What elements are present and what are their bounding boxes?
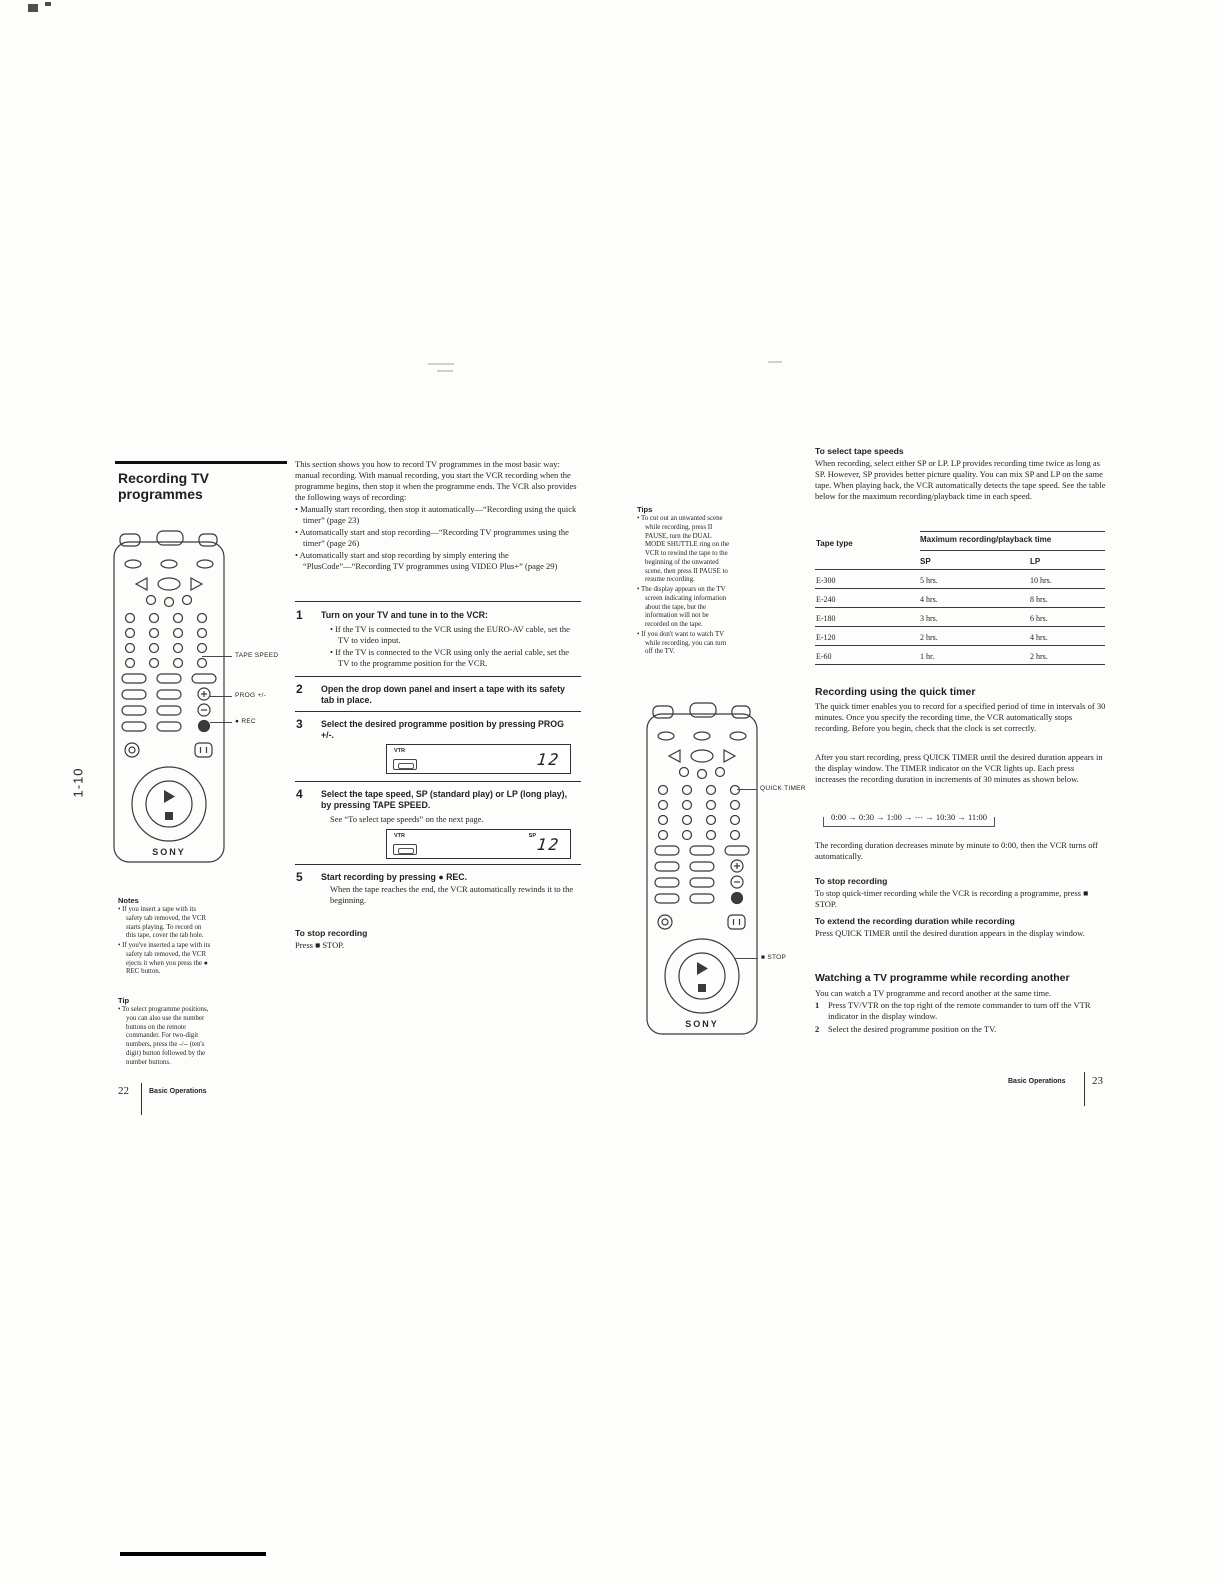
remote-body-drawing (110, 528, 228, 866)
step-divider (295, 781, 581, 782)
step-1-bullet: • If the TV is connected to the VCR using the EURO-AV cable, set the TV to video input. (330, 624, 570, 646)
tape-speed-table (815, 531, 1105, 665)
quick-timer-paragraph-2: After you start recording, press QUICK TIMER until the desired duration appears in the display window. The TIMER indicator on the VCR lights up. Each press increases the recording duration in increments of 30 minutes as shown below. (815, 752, 1103, 785)
remote-brand-logo: SONY (685, 1019, 719, 1029)
callout-rec: ● REC (235, 718, 256, 725)
step-1-bullets (330, 623, 580, 669)
notes-heading: Notes (118, 896, 139, 905)
tips-item: • If you don't want to watch TV while recording, you can turn off the TV. (637, 630, 727, 656)
step-3-title: Select the desired programme position by pressing PROG +/-. (321, 719, 564, 741)
qt-stop-body: To stop quick-timer recording while the VCR is recording a programme, press ■ STOP. (815, 888, 1089, 910)
tips-heading: Tips (637, 505, 653, 514)
stop-icon (698, 984, 706, 992)
intro-bullet: • Automatically start and stop recording by simply entering the “PlusCode”—“Recording TV programmes using VIDEO Plus+” (page 29) (295, 550, 558, 572)
page-title (118, 470, 209, 502)
notes-block (118, 896, 213, 977)
callout-line-rec (210, 722, 232, 723)
quick-timer-paragraph-1: The quick timer enables you to record for a specified period of time in intervals of 30 minutes. Once you specify the recording time, the VCR automatically stops recording. Before you begin, check that the clock is set correctly. (815, 701, 1106, 734)
play-icon (697, 962, 708, 975)
quick-timer-duration-sequence: 0:00 → 0:30 → 1:00 → ⋯ → 10:30 → 11:00 (823, 812, 995, 827)
spine-page-label: 1-10 (70, 767, 86, 798)
intro-bullet: • Manually start recording, then stop it automatically—“Recording using the quick timer” (page 23) (295, 504, 577, 526)
table-row (815, 627, 1105, 646)
tape-speeds-body: When recording, select either SP or LP. LP provides recording time twice as long as SP. However, SP provides better picture quality. You can mix SP and LP on the same tape. When playing back, the VCR automatically detects the tape speed. See the table below for the maximum recording/playback time in each speed. (815, 458, 1106, 502)
quick-timer-heading: Recording using the quick timer (815, 686, 976, 698)
table-row (815, 589, 1105, 608)
tip-item: • To select programme positions, you can also use the number buttons on the remote commander. For two-digit numbers, press the -/-- (ten's digit) button followed by the number buttons. (118, 1006, 209, 1066)
table-subheader-row (815, 551, 1105, 570)
table-group-header-row (815, 531, 1105, 551)
intro-paragraph: This section shows you how to record TV programmes in the most basic way: manual recording. With manual recording, you start the VCR recording when the programme begins, then stop it when the programme ends. The VCR also provides the following ways of recording: (295, 459, 577, 503)
step-2-title: Open the drop down panel and insert a tape with its safety tab in place. (321, 684, 565, 706)
stop-recording-body: Press ■ STOP. (295, 940, 345, 950)
callout-line-tape-speed (202, 656, 232, 657)
step-divider (295, 601, 581, 602)
scan-artifact (428, 363, 454, 365)
intro-bullet: • Automatically start and stop recording—“Recording TV programmes using the timer” (page 26) (295, 527, 569, 549)
vtr-indicator: VTR (394, 748, 405, 754)
footer-left-page-number: 22 (118, 1085, 129, 1097)
scan-artifact (45, 2, 51, 6)
step-2-number: 2 (296, 682, 303, 696)
tip-block (118, 996, 213, 1067)
tape-type: E-60 (816, 652, 832, 661)
watching-step-1-text: Press TV/VTR on the top right of the remote commander to turn off the VTR indicator in the display window. (828, 1000, 1091, 1022)
tape-type: E-300 (816, 576, 836, 585)
qt-extend-body: Press QUICK TIMER until the desired duration appears in the display window. (815, 928, 1085, 938)
cassette-icon (393, 759, 417, 770)
remote-body-drawing (643, 700, 761, 1038)
cassette-icon (393, 844, 417, 855)
display-window-prog (386, 744, 571, 774)
tape-type: E-240 (816, 595, 836, 604)
sp-value: 2 hrs. (920, 633, 938, 642)
step-3-number: 3 (296, 717, 303, 731)
qt-stop-heading: To stop recording (815, 876, 888, 886)
lp-value: 4 hrs. (1030, 633, 1048, 642)
table-row (815, 608, 1105, 627)
programme-position-value: 12 (535, 750, 561, 769)
watching-step-2-number: 2 (815, 1024, 820, 1034)
lp-value: 8 hrs. (1030, 595, 1048, 604)
footer-right-divider (1084, 1072, 1085, 1106)
page-title-line2: programmes (118, 486, 203, 503)
step-1-bullet: • If the TV is connected to the VCR using only the aerial cable, set the TV to the programme position for the VCR. (330, 647, 570, 669)
sp-value: 1 hr. (920, 652, 935, 661)
step-1-title: Turn on your TV and tune in to the VCR: (321, 610, 488, 620)
remote-illustration-1 (110, 528, 228, 866)
note-item: • If you've inserted a tape with its safety tab removed, the VCR ejects it when you press the ● REC button. (118, 942, 211, 976)
sp-value: 5 hrs. (920, 576, 938, 585)
callout-line-stop (734, 958, 758, 959)
table-row (815, 646, 1105, 665)
step-4-note: See “To select tape speeds” on the next page. (330, 814, 484, 824)
display-window-speed (386, 829, 571, 859)
remote-brand-logo: SONY (152, 847, 186, 857)
quick-timer-paragraph-3: The recording duration decreases minute by minute to 0:00, then the VCR turns off automatically. (815, 840, 1098, 862)
table-sp-header: SP (920, 557, 931, 566)
sp-value: 3 hrs. (920, 614, 938, 623)
tip-heading: Tip (118, 996, 130, 1005)
tips-item: • The display appears on the TV screen indicating information about the tape, but the information will not be recorded on the tape. (637, 586, 727, 629)
scan-artifact (28, 4, 38, 12)
footer-right-section: Basic Operations (1008, 1078, 1066, 1085)
sp-value: 4 hrs. (920, 595, 938, 604)
table-row (815, 570, 1105, 589)
table-lp-header: LP (1030, 557, 1041, 566)
callout-line-prog (210, 696, 232, 697)
left-title-rule (115, 461, 287, 464)
callout-line-quick-timer (737, 789, 757, 790)
step-divider (295, 711, 581, 712)
footer-right-page-number: 23 (1092, 1075, 1103, 1087)
step-divider (295, 864, 581, 865)
tape-type: E-180 (816, 614, 836, 623)
programme-position-value: 12 (535, 835, 561, 854)
step-5-body: When the tape reaches the end, the VCR automatically rewinds it to the beginning. (330, 884, 574, 906)
remote-illustration-2 (643, 700, 761, 1038)
tape-speed-indicator: SP (528, 833, 536, 839)
step-5-title: Start recording by pressing ● REC. (321, 872, 468, 882)
step-1-number: 1 (296, 608, 303, 622)
tips-sidebar (637, 505, 732, 657)
lp-value: 10 hrs. (1030, 576, 1052, 585)
callout-tape-speed: TAPE SPEED (235, 652, 279, 659)
page-title-line1: Recording TV (118, 470, 210, 486)
scan-artifact (768, 361, 782, 363)
play-icon (164, 790, 175, 803)
watching-heading: Watching a TV programme while recording another (815, 972, 1070, 984)
lp-value: 6 hrs. (1030, 614, 1048, 623)
tips-item: • To cut out an unwanted scene while recording, press II PAUSE, turn the DUAL MODE SHUTTLE ring on the VCR to rewind the tape to the beginning of the unwanted scene, then press II PAUSE to resume recording. (637, 515, 730, 584)
callout-quick-timer: QUICK TIMER (760, 785, 806, 792)
step-5-number: 5 (296, 870, 303, 884)
watching-step-1-number: 1 (815, 1000, 820, 1010)
watching-intro: You can watch a TV programme and record another at the same time. (815, 988, 1052, 998)
stop-icon (165, 812, 173, 820)
note-item: • If you insert a tape with its safety tab removed, the VCR starts playing. To record on this tape, cover the tab hole. (118, 906, 207, 940)
callout-prog: PROG +/- (235, 692, 267, 699)
scan-artifact (437, 370, 453, 372)
footer-left-divider (141, 1083, 142, 1115)
tape-type: E-120 (816, 633, 836, 642)
table-group-header: Maximum recording/playback time (920, 531, 1105, 551)
step-4-number: 4 (296, 787, 303, 801)
lp-value: 2 hrs. (1030, 652, 1048, 661)
table-col1-header: Tape type (816, 539, 853, 548)
stop-recording-heading: To stop recording (295, 928, 368, 938)
watching-step-2-text: Select the desired programme position on the TV. (828, 1024, 997, 1034)
footer-left-section: Basic Operations (149, 1088, 207, 1095)
tape-speeds-heading: To select tape speeds (815, 446, 904, 456)
registration-mark (120, 1552, 266, 1556)
callout-stop: ■ STOP (761, 954, 787, 961)
step-4-title: Select the tape speed, SP (standard play) or LP (long play), by pressing TAPE SPEED. (321, 789, 568, 811)
vtr-indicator: VTR (394, 833, 405, 839)
step-divider (295, 676, 581, 677)
qt-extend-heading: To extend the recording duration while recording (815, 916, 1015, 926)
intro-block (295, 459, 581, 572)
